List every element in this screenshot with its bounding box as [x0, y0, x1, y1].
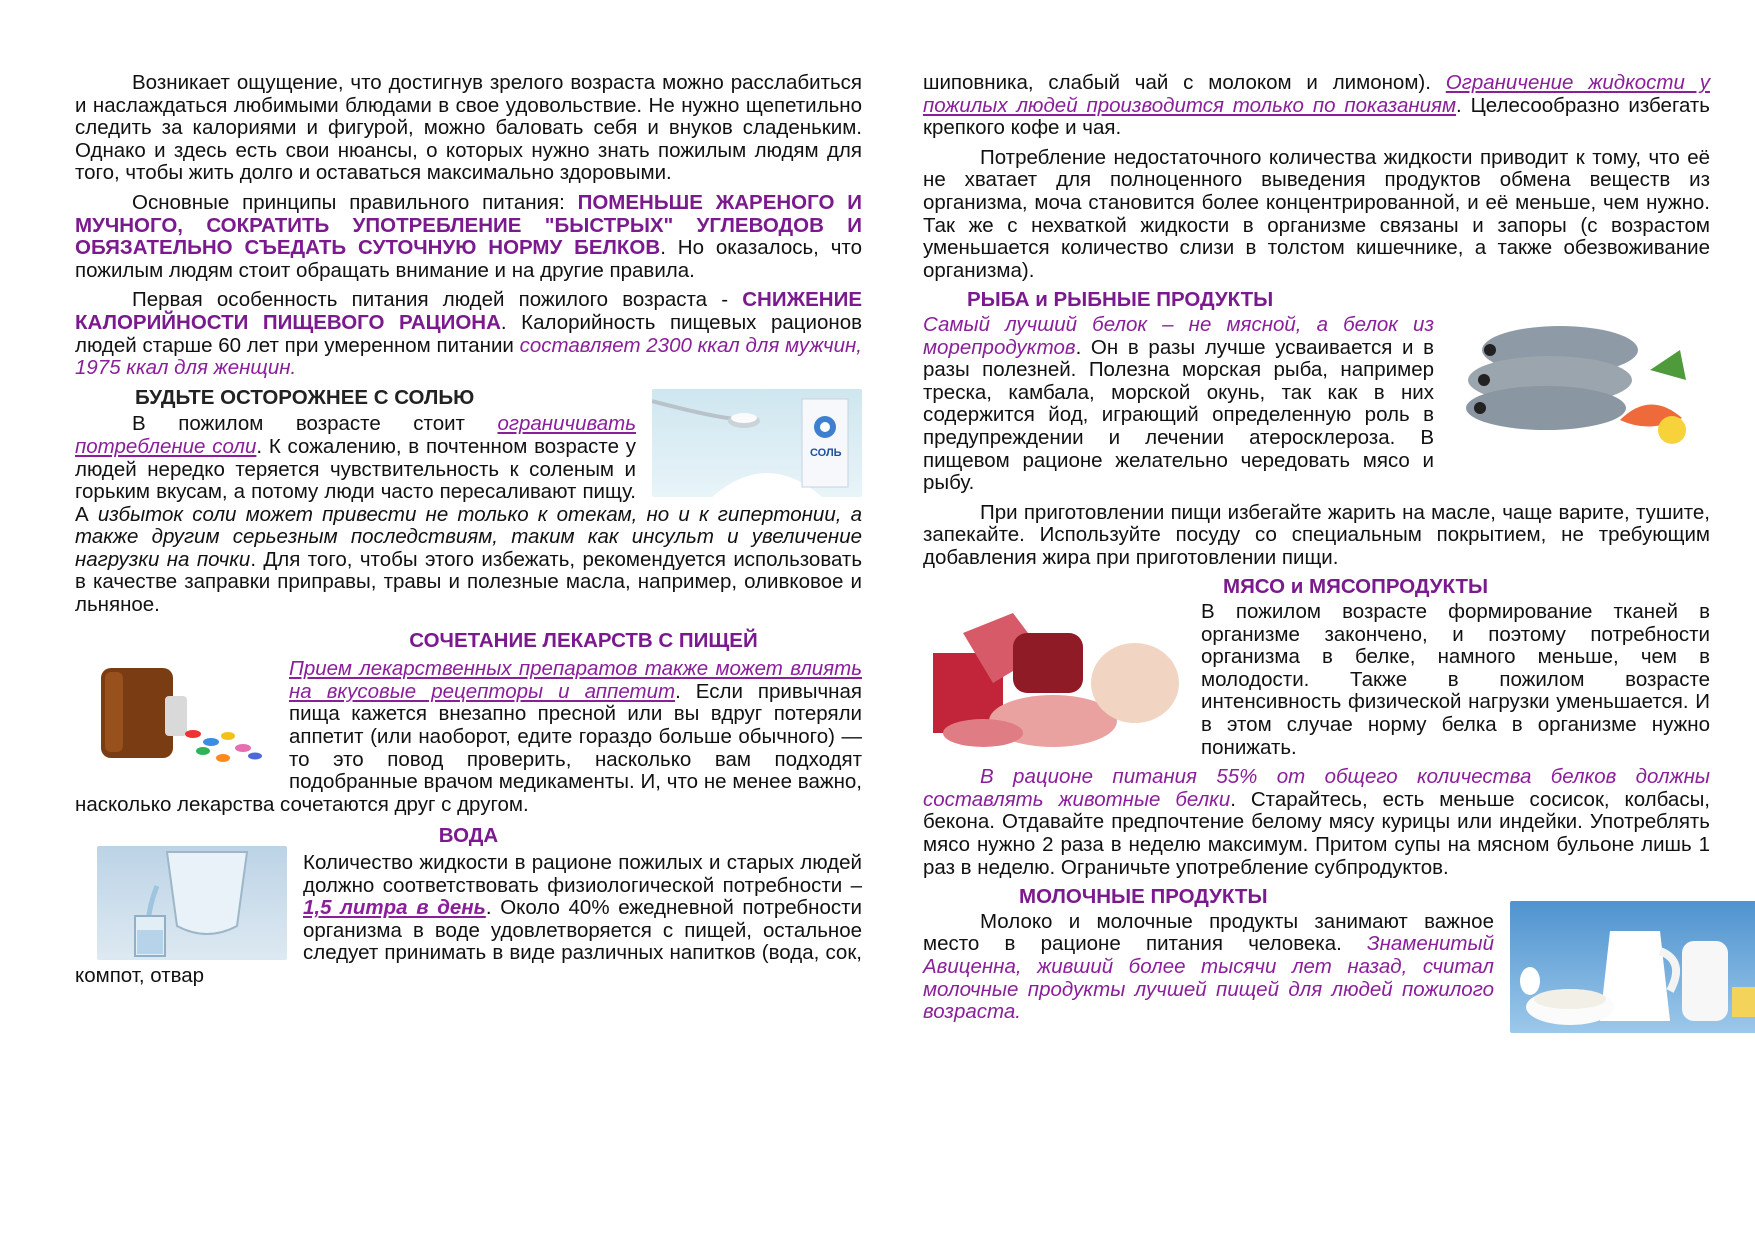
meat-image	[923, 593, 1185, 761]
salt-link[interactable]: ограничивать потребление соли	[75, 412, 636, 458]
dairy-paragraph: Молоко и молочные продукты занимают важное место в рационе питания человека. Знаменитый Авиценна, живший более тысячи лет назад, считал молочные продукты лучшей пищей для людей пожилого возраста.	[923, 909, 1494, 1024]
pills-image	[83, 656, 273, 776]
liquid-link[interactable]: Ограничение жидкости у пожилых людей производится только по показаниям	[923, 71, 1710, 117]
salt-box-label: СОЛЬ	[810, 447, 842, 460]
meds-heading: СОЧЕТАНИЕ ЛЕКАРСТВ С ПИЩЕЙ	[409, 628, 758, 652]
fluid-paragraph: Потребление недостаточного количества жидкости приводит к тому, что её не хватает для полноценного выведения продуктов обмена веществ из организма, моча становится более концентрированной, и её меньше, чем нужно. Так же с нехваткой жидкости в организме связаны и запоры (с возрастом уменьшается количество слизи в толстом кишечнике, а также обезвоживание организма).	[923, 145, 1710, 282]
calorie-emphasis: СНИЖЕНИЕ КАЛОРИЙНОСТИ ПИЩЕВОГО РАЦИОНА	[75, 288, 862, 334]
cooking-paragraph: При приготовлении пищи избегайте жарить на масле, чаще варите, тушите, запекайте. Используйте посуду со специальным покрытием, не требующим добавления жира при приготовлении пищи.	[923, 500, 1710, 569]
meat-emphasis: В рационе питания 55% от общего количества белков должны составлять животные белки	[923, 765, 1710, 811]
fish-emphasis: Самый лучший белок – не мясной, а белок из морепродуктов	[923, 312, 1434, 359]
fish-image	[1450, 310, 1710, 448]
fish-heading: РЫБА и РЫБНЫЕ ПРОДУКТЫ	[967, 288, 1274, 312]
dairy-emphasis: Знаменитый Авиценна, живший более тысячи лет назад, считал молочные продукты лучшей пищей для людей пожилого возраста.	[923, 932, 1494, 1024]
dairy-image	[1510, 901, 1755, 1033]
right-column	[923, 72, 1710, 1037]
left-column	[75, 72, 862, 995]
salt-heading: БУДЬТЕ ОСТОРОЖНЕЕ С СОЛЬЮ	[135, 385, 475, 409]
liquid-continuation: шиповника, слабый чай с молоком и лимоном). Ограничение жидкости у пожилых людей производится только по показаниям. Целесообразно избегать крепкого кофе и чая.	[923, 71, 1710, 140]
dairy-heading: МОЛОЧНЫЕ ПРОДУКТЫ	[1019, 885, 1268, 909]
water-image	[97, 846, 287, 960]
salt-paragraph: В пожилом возрасте стоит ограничивать потребление соли. К сожалению, в почтенном возрасте у людей нередко теряется чувствительность к соленым и горьким вкусам, а потому люди часто пересаливают пищу. А избыток соли может привести не только к отекам, но и к гипертонии, а также другим серьезным последствиям, таким как инсульт и увеличение нагрузки на почки. Для того, чтобы этого избежать, рекомендуется использовать в качестве заправки приправы, травы и полезные масла, например, оливковое и льняное.	[75, 412, 863, 617]
fish-paragraph: Самый лучший белок – не мясной, а белок из морепродуктов. Он в разы лучше усваивается и в разы полезней. Полезна морская рыба, например треска, камбала, морской окунь, так как в них содержится йод, играющий определенную роль в предупреждении и лечении атеросклероза. В пищевом рационе желательно чередовать мясо и рыбу.	[923, 312, 1434, 495]
meds-paragraph: Прием лекарственных препаратов также может влиять на вкусовые рецепторы и аппетит. Если привычная пища кажется внезапно пресной или вы вдруг потеряли аппетит (или наоборот, едите гораздо больше обычного) — то это повод проверить, насколько вам подходят подобранные врачом медикаменты. И, что не менее важно, насколько лекарства сочетаются друг с другом.	[75, 657, 862, 816]
meds-link[interactable]: Прием лекарственных препаратов также может влиять на вкусовые рецепторы и аппетит	[289, 657, 862, 703]
intro-paragraph: Возникает ощущение, что достигнув зрелого возраста можно расслабиться и наслаждаться любимыми блюдами в свое удовольствие. Не нужно щепетильно следить за калориями и фигурой, можно баловать себя и внуков сладеньким. Однако и здесь есть свои нюансы, о которых нужно знать пожилым людям для того, чтобы жить долго и оставаться максимально здоровыми.	[75, 71, 862, 185]
salt-image	[652, 389, 862, 497]
calorie-values: составляет 2300 ккал для мужчин, 1975 ккал для женщин.	[75, 333, 862, 380]
water-heading: ВОДА	[438, 824, 499, 848]
calorie-paragraph: Первая особенность питания людей пожилого возраста - СНИЖЕНИЕ КАЛОРИЙНОСТИ ПИЩЕВОГО РАЦИОНА. Калорийность пищевых рационов людей старше 60 лет при умеренном питании составляет 2300 ккал для мужчин, 1975 ккал для женщин.	[75, 288, 862, 380]
water-link[interactable]: 1,5 литра в день	[303, 896, 486, 920]
meat-paragraph-2: В рационе питания 55% от общего количества белков должны составлять животные белки. Старайтесь, есть меньше сосисок, колбасы, бекона. Отдавайте предпочтение белому мясу курицы или индейки. Употреблять мясо нужно 2 раза в неделю максимум. Притом супы на мясном бульоне лишь 1 раз в неделю. Ограничьте употребление субпродуктов.	[923, 765, 1710, 879]
principles-emphasis: ПОМЕНЬШЕ ЖАРЕНОГО И МУЧНОГО, СОКРАТИТЬ УПОТРЕБЛЕНИЕ "БЫСТРЫХ" УГЛЕВОДОВ И ОБЯЗАТЕЛЬНО СЪЕДАТЬ СУТОЧНУЮ НОРМУ БЕЛКОВ	[75, 190, 862, 260]
principles-paragraph: Основные принципы правильного питания: ПОМЕНЬШЕ ЖАРЕНОГО И МУЧНОГО, СОКРАТИТЬ УПОТРЕБЛЕНИЕ "БЫСТРЫХ" УГЛЕВОДОВ И ОБЯЗАТЕЛЬНО СЪЕДАТЬ СУТОЧНУЮ НОРМУ БЕЛКОВ. Но оказалось, что пожилым людям стоит обращать внимание и на другие правила.	[75, 190, 862, 282]
water-paragraph: Количество жидкости в рационе пожилых и старых людей должно соответствовать физиологической потребности – 1,5 литра в день. Около 40% ежедневной потребности организма в воде удовлетворяется с пищей, остальное следует принимать в виде различных напитков (вода, сок, компот, отвар	[75, 851, 862, 987]
meat-heading: МЯСО и МЯСОПРОДУКТЫ	[1223, 575, 1489, 599]
meat-paragraph: В пожилом возрасте формирование тканей в организме закончено, и поэтому потребности организма в белке, намного меньше, чем в молодости. Также в пожилом возрасте интенсивность физической нагрузки уменьшается. И в этом случае норму белка в организме нужно понижать.	[1201, 600, 1710, 759]
